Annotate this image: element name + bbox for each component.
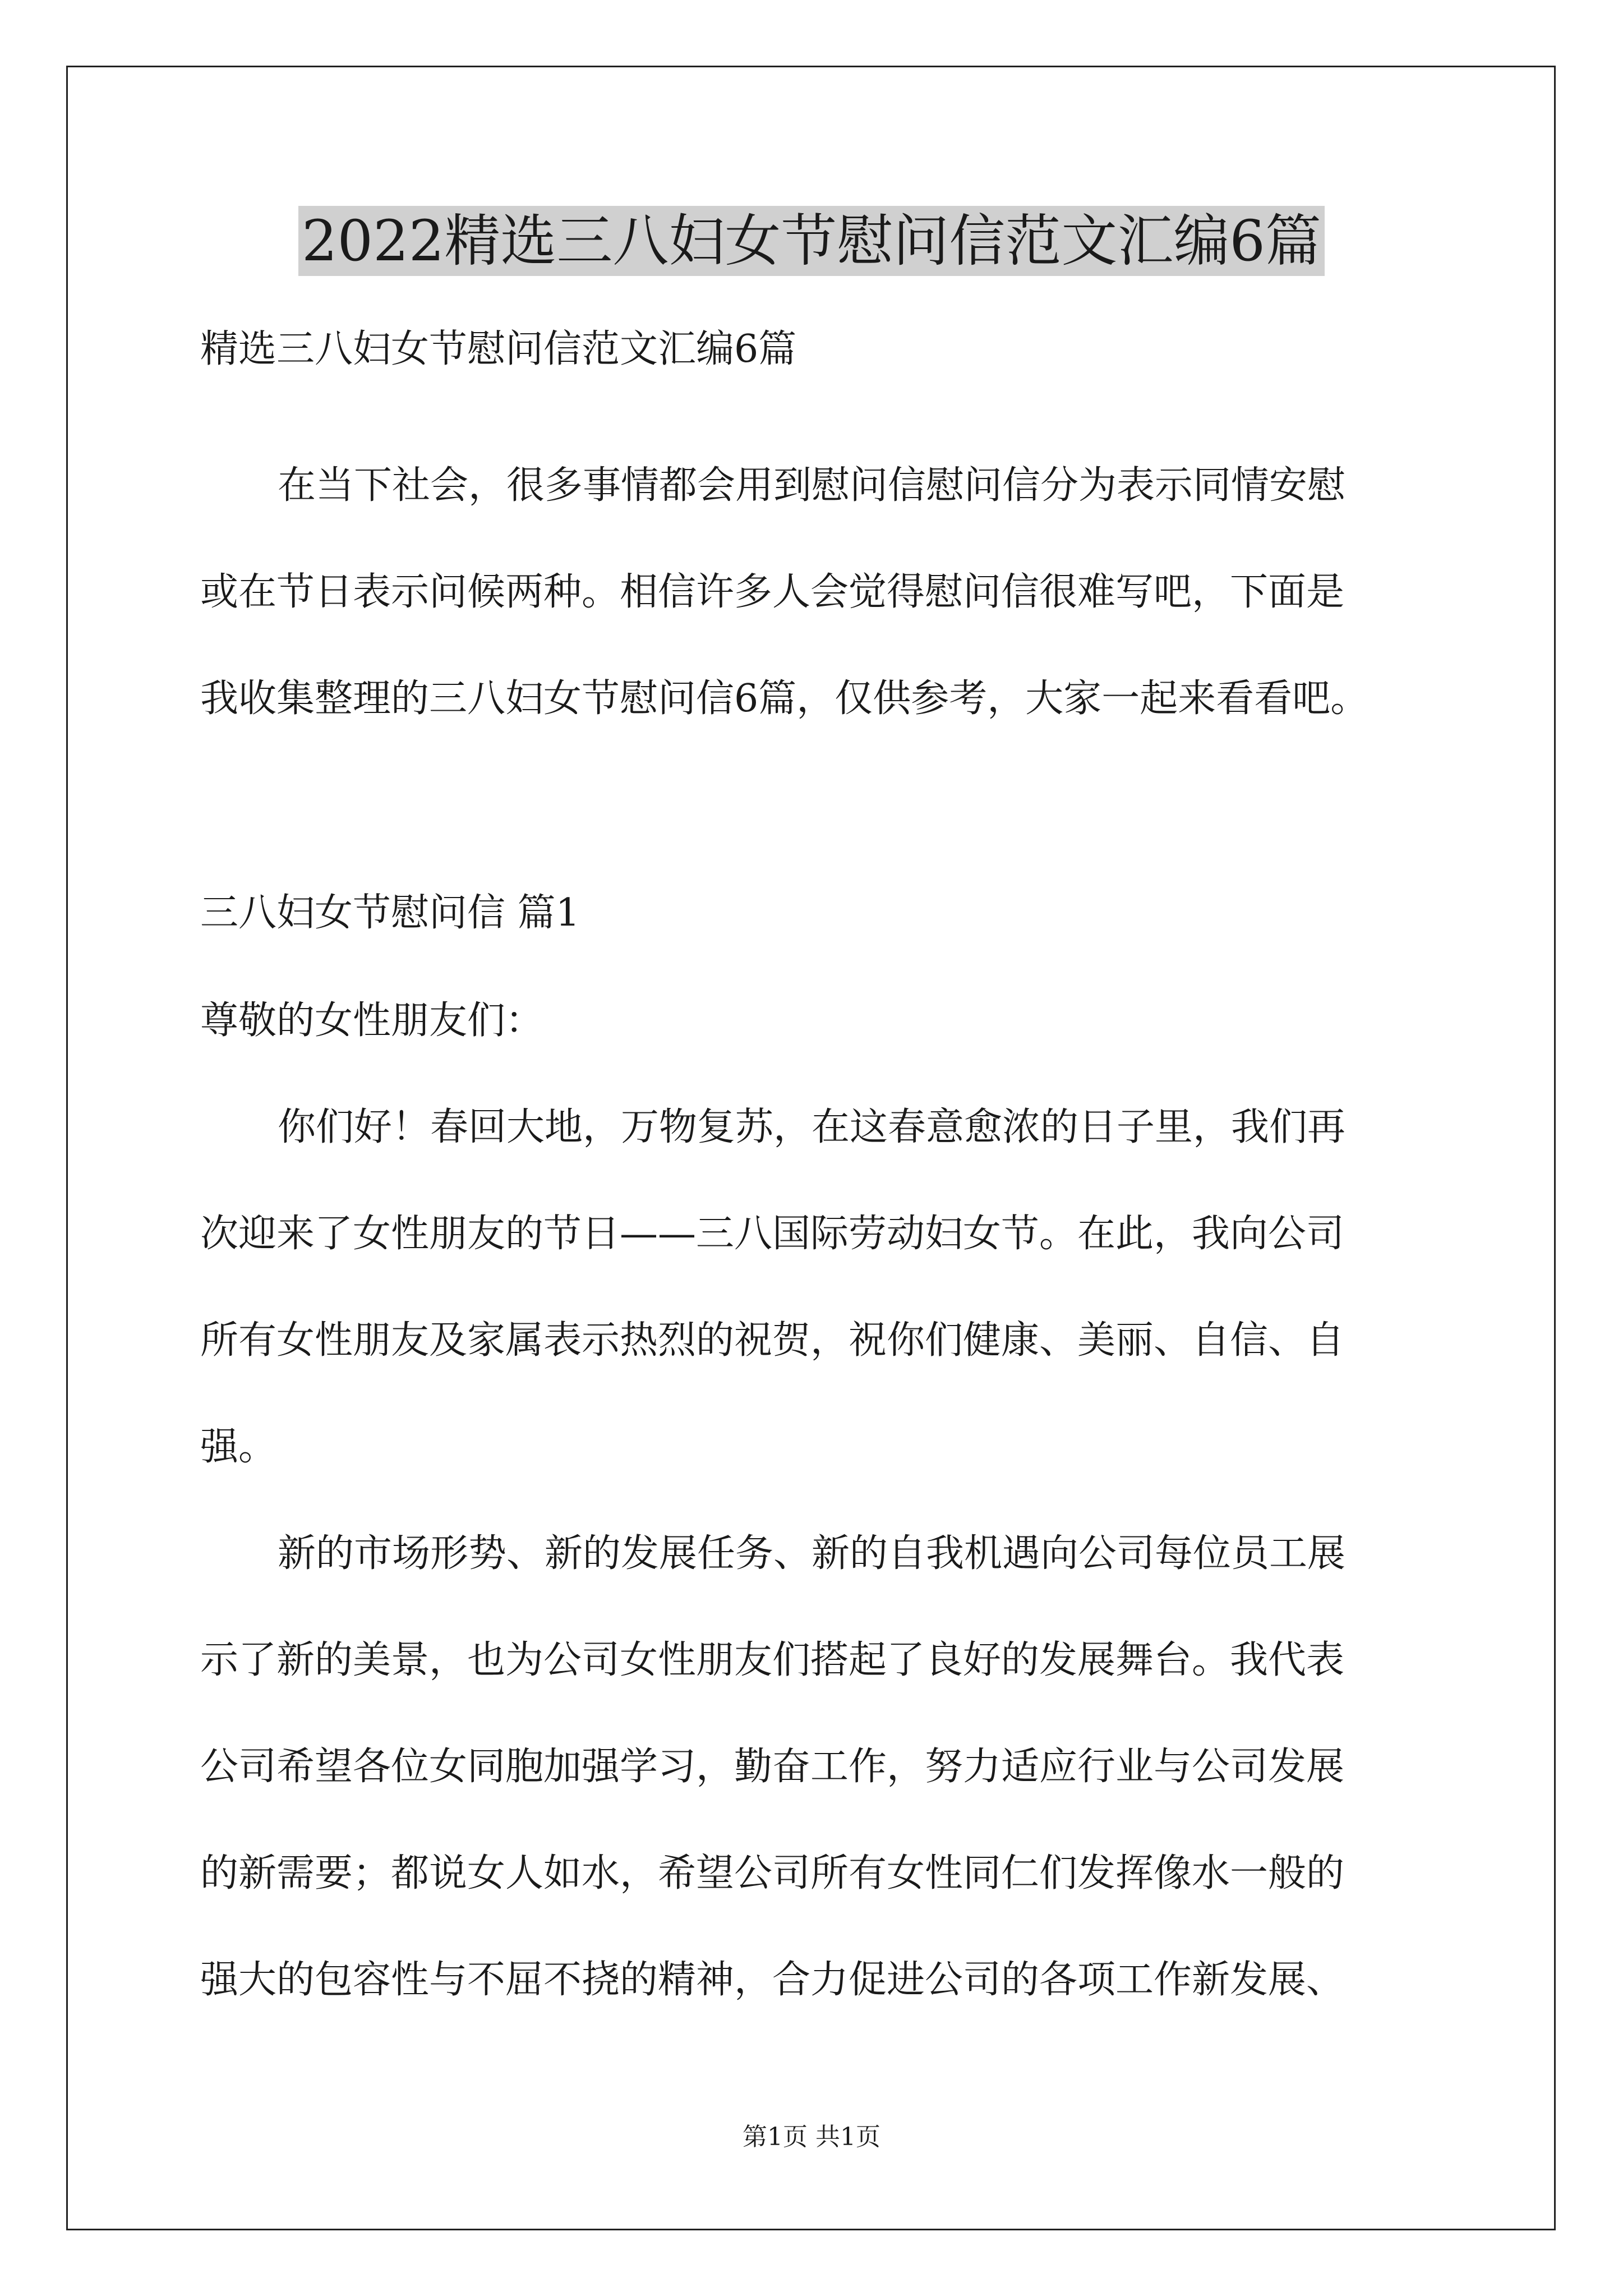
document-subtitle: 精选三八妇女节慰问信范文汇编6篇 [200,327,797,371]
intro-line: 或在节日表示问候两种。相信许多人会觉得慰问信很难写吧，下面是 [200,570,1345,614]
paragraph-line: 强大的包容性与不屈不挠的精神，合力促进公司的各项工作新发展、 [200,1958,1345,2002]
paragraph-line: 公司希望各位女同胞加强学习，勤奋工作，努力适应行业与公司发展 [200,1745,1345,1789]
section-heading: 三八妇女节慰问信 篇1 [200,891,580,935]
paragraph-line: 的新需要；都说女人如水，希望公司所有女性同仁们发挥像水一般的 [200,1851,1345,1895]
paragraph-line: 你们好！春回大地，万物复苏，在这春意愈浓的日子里，我们再 [278,1105,1346,1149]
page-footer: 第1页 共1页 [743,2123,880,2151]
paragraph-line: 新的市场形势、新的发展任务、新的自我机遇向公司每位员工展 [278,1531,1346,1576]
paragraph-line: 次迎来了女性朋友的节日——三八国际劳动妇女节。在此，我向公司 [200,1212,1345,1256]
document-title: 2022精选三八妇女节慰问信范文汇编6篇 [0,202,1623,280]
paragraph-line: 强。 [200,1425,277,1469]
intro-line: 在当下社会，很多事情都会用到慰问信慰问信分为表示同情安慰 [278,463,1346,508]
intro-line: 我收集整理的三八妇女节慰问信6篇，仅供参考，大家一起来看看吧。 [200,677,1369,721]
paragraph-line: 示了新的美景，也为公司女性朋友们搭起了良好的发展舞台。我代表 [200,1638,1345,1682]
salutation: 尊敬的女性朋友们： [200,999,544,1043]
paragraph-line: 所有女性朋友及家属表示热烈的祝贺，祝你们健康、美丽、自信、自 [200,1318,1345,1363]
